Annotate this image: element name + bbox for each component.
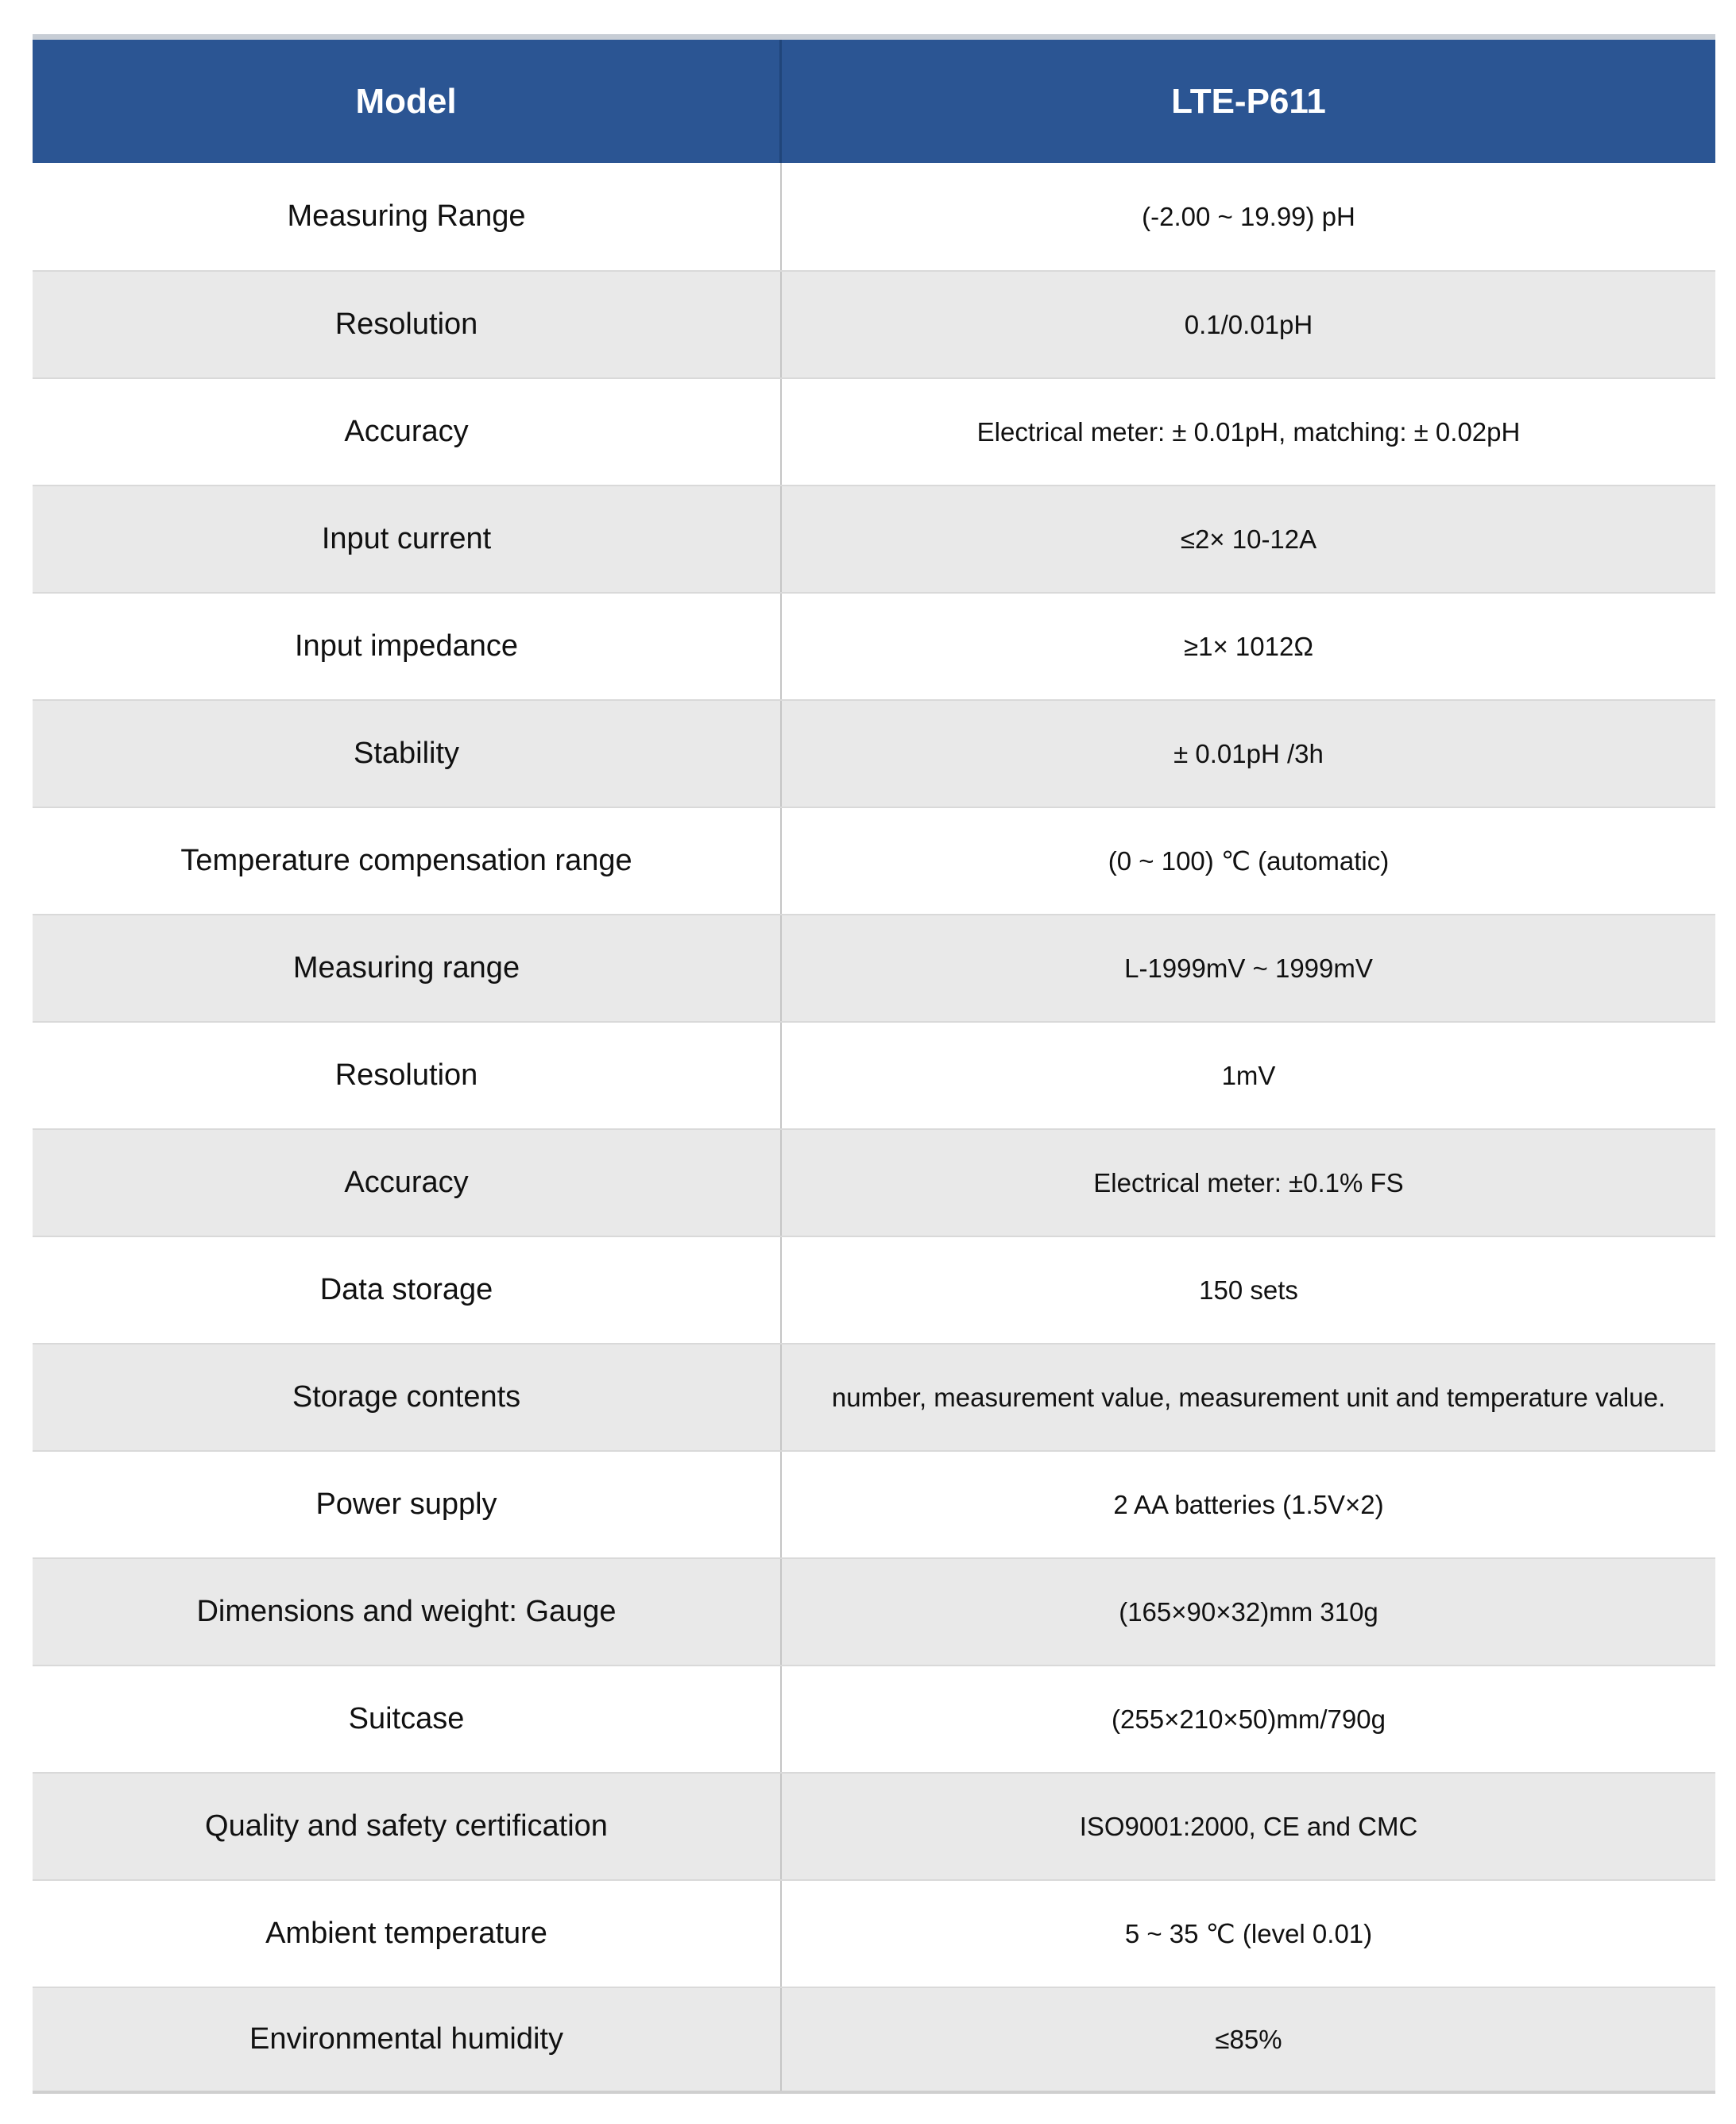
spec-label: Accuracy <box>344 415 469 448</box>
spec-label: Input current <box>321 522 492 555</box>
spec-label-cell <box>33 915 782 1021</box>
spec-value-cell <box>782 1666 1715 1772</box>
spec-value: number, measurement value, measurement unit and temperature value. <box>831 1382 1666 1412</box>
spec-value-cell <box>782 594 1715 699</box>
spec-label-cell <box>33 1237 782 1343</box>
spec-value: ISO9001:2000, CE and CMC <box>1079 1811 1418 1841</box>
table-body <box>33 163 1715 2094</box>
spec-value-cell <box>782 1559 1715 1665</box>
table-row <box>33 1021 1715 1128</box>
table-row <box>33 1128 1715 1236</box>
spec-label-cell <box>33 1559 782 1665</box>
table-row <box>33 270 1715 377</box>
spec-label: Environmental humidity <box>249 2022 563 2056</box>
spec-label-cell <box>33 272 782 377</box>
spec-label-cell <box>33 1023 782 1128</box>
spec-label: Storage contents <box>292 1380 521 1414</box>
spec-value: Electrical meter: ±0.1% FS <box>1093 1167 1404 1197</box>
spec-label-cell <box>33 1130 782 1236</box>
spec-value: Electrical meter: ± 0.01pH, matching: ± 0.02pH <box>976 416 1521 447</box>
table-row <box>33 914 1715 1021</box>
spec-label: Suitcase <box>348 1702 465 1735</box>
spec-label-cell <box>33 1452 782 1557</box>
spec-value-cell <box>782 1452 1715 1557</box>
spec-value: 0.1/0.01pH <box>1184 309 1313 339</box>
spec-value: (255×210×50)mm/790g <box>1112 1704 1386 1734</box>
header-model-value-cell <box>782 40 1715 163</box>
table-top-border <box>33 34 1715 40</box>
spec-value-cell <box>782 272 1715 377</box>
spec-value-cell <box>782 1344 1715 1450</box>
spec-value-cell <box>782 1130 1715 1236</box>
table-row <box>33 485 1715 592</box>
spec-value: ≥1× 1012Ω <box>1184 631 1313 661</box>
table-row <box>33 377 1715 485</box>
spec-value: L-1999mV ~ 1999mV <box>1124 953 1373 983</box>
spec-value-cell <box>782 1023 1715 1128</box>
table-row <box>33 163 1715 270</box>
spec-value: 1mV <box>1221 1060 1276 1090</box>
table-row <box>33 1987 1715 2094</box>
spec-value-cell <box>782 1774 1715 1879</box>
spec-value: (-2.00 ~ 19.99) pH <box>1142 201 1355 231</box>
spec-label: Input impedance <box>295 629 518 663</box>
spec-label: Accuracy <box>344 1166 469 1199</box>
table-row <box>33 1236 1715 1343</box>
spec-label: Power supply <box>315 1488 497 1521</box>
spec-table <box>33 34 1715 2094</box>
header-model-value: LTE-P611 <box>1171 81 1326 121</box>
spec-label: Data storage <box>319 1273 493 1306</box>
table-row <box>33 1772 1715 1879</box>
spec-label: Dimensions and weight: Gauge <box>196 1595 617 1628</box>
spec-value-cell <box>782 808 1715 914</box>
spec-label-cell <box>33 163 782 270</box>
table-row <box>33 1450 1715 1557</box>
table-row <box>33 1879 1715 1987</box>
spec-value-cell <box>782 1881 1715 1987</box>
spec-value: (0 ~ 100) ℃ (automatic) <box>1108 845 1390 876</box>
spec-value: ± 0.01pH /3h <box>1173 738 1324 768</box>
table-row <box>33 592 1715 699</box>
table-row <box>33 1557 1715 1665</box>
table-header-row <box>33 40 1715 163</box>
spec-label-cell <box>33 701 782 807</box>
spec-label-cell <box>33 1666 782 1772</box>
spec-value: 150 sets <box>1199 1275 1298 1305</box>
spec-label-cell <box>33 486 782 592</box>
spec-value: ≤2× 10-12A <box>1180 524 1317 554</box>
spec-value-cell <box>782 701 1715 807</box>
spec-value-cell <box>782 163 1715 270</box>
table-row <box>33 1343 1715 1450</box>
spec-value-cell <box>782 486 1715 592</box>
table-row <box>33 807 1715 914</box>
spec-label-cell <box>33 1988 782 2091</box>
spec-value-cell <box>782 1237 1715 1343</box>
spec-value-cell <box>782 915 1715 1021</box>
spec-value-cell <box>782 379 1715 485</box>
spec-label-cell <box>33 594 782 699</box>
spec-label-cell <box>33 379 782 485</box>
spec-value: (165×90×32)mm 310g <box>1119 1596 1378 1627</box>
spec-label-cell <box>33 1881 782 1987</box>
spec-value: ≤85% <box>1215 2024 1282 2054</box>
spec-value: 5 ~ 35 ℃ (level 0.01) <box>1124 1918 1373 1948</box>
spec-label: Stability <box>353 737 460 770</box>
spec-label: Temperature compensation range <box>180 844 632 877</box>
spec-label: Resolution <box>334 1058 478 1092</box>
spec-label: Measuring Range <box>287 199 526 233</box>
spec-value-cell <box>782 1988 1715 2091</box>
spec-value: 2 AA batteries (1.5V×2) <box>1113 1489 1384 1519</box>
spec-label-cell <box>33 808 782 914</box>
header-model-cell <box>33 40 782 163</box>
table-row <box>33 1665 1715 1772</box>
spec-label: Ambient temperature <box>265 1917 547 1950</box>
spec-label: Quality and safety certification <box>205 1809 608 1843</box>
header-model-label: Model <box>355 81 457 121</box>
spec-label: Measuring range <box>292 951 520 985</box>
spec-label-cell <box>33 1774 782 1879</box>
spec-label: Resolution <box>334 308 478 341</box>
spec-label-cell <box>33 1344 782 1450</box>
table-row <box>33 699 1715 807</box>
